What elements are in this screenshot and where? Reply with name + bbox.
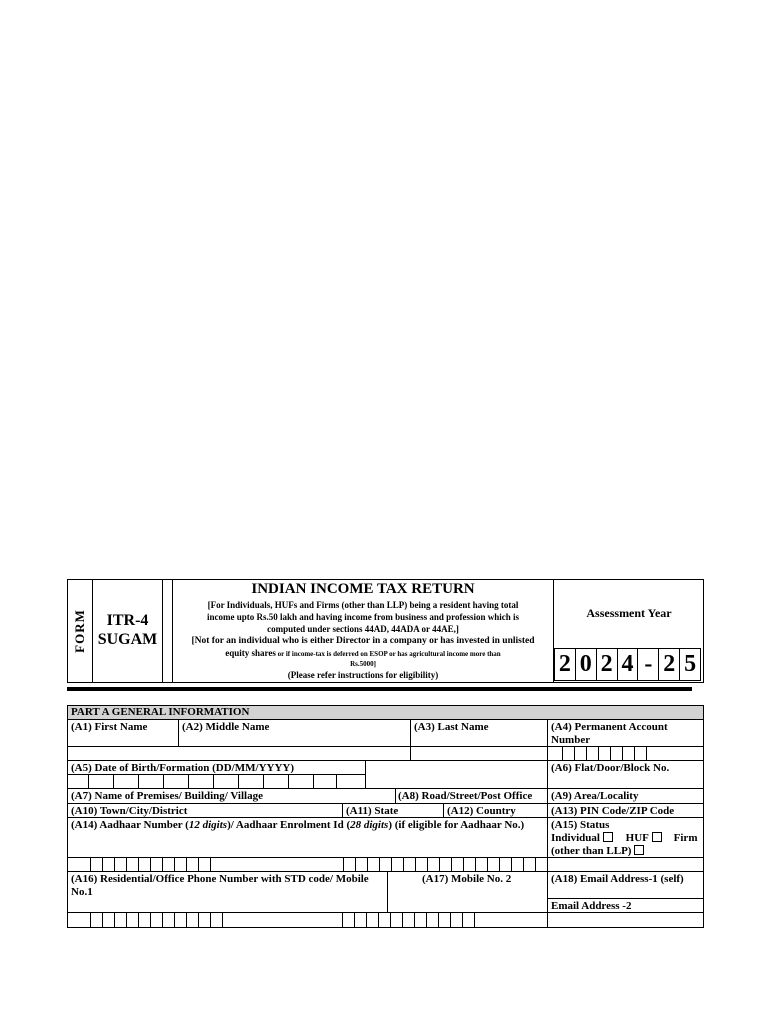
box bbox=[499, 858, 500, 872]
box bbox=[198, 858, 199, 872]
box bbox=[138, 858, 139, 872]
box bbox=[90, 858, 91, 872]
state-label: (A11) State bbox=[346, 805, 399, 817]
assessment-year-label: Assessment Year bbox=[586, 606, 672, 620]
pan-label bbox=[551, 721, 701, 747]
header-rule bbox=[67, 687, 692, 691]
year-digit-box: 2 bbox=[596, 648, 618, 681]
box bbox=[213, 775, 214, 789]
box bbox=[367, 858, 368, 872]
hline bbox=[68, 803, 703, 804]
box bbox=[198, 913, 199, 928]
desc-line-4: [Not for an individual who is either Director in a company or has invested in unlisted bbox=[191, 636, 535, 646]
box bbox=[238, 775, 239, 789]
status-firm-checkbox[interactable] bbox=[634, 845, 644, 855]
phone1-label-line2: No.1 bbox=[71, 886, 93, 898]
year-digit-box: 0 bbox=[575, 648, 597, 681]
form-label: FORM bbox=[72, 609, 87, 653]
form-name: SUGAM bbox=[97, 631, 158, 648]
box bbox=[438, 913, 439, 928]
box bbox=[450, 913, 451, 928]
phone1-label bbox=[71, 873, 386, 899]
form-title: INDIAN INCOME TAX RETURN bbox=[251, 581, 475, 597]
box bbox=[378, 913, 379, 928]
aadhaar-label bbox=[71, 819, 547, 832]
aadhaar-input[interactable] bbox=[68, 857, 547, 871]
status-huf-label: HUF bbox=[625, 832, 649, 844]
box bbox=[574, 747, 575, 761]
box bbox=[402, 913, 403, 928]
status-individual-checkbox[interactable] bbox=[603, 832, 613, 842]
assessment-year-digits bbox=[555, 648, 701, 681]
box bbox=[114, 858, 115, 872]
form-description bbox=[173, 599, 553, 681]
aadhaar-text-5: ) (if eligible for Aadhaar No.) bbox=[388, 819, 525, 831]
box bbox=[162, 858, 163, 872]
status-huf-checkbox[interactable] bbox=[652, 832, 662, 842]
year-digit-box: - bbox=[637, 648, 659, 681]
box bbox=[102, 913, 103, 928]
status-label: (A15) Status bbox=[551, 819, 610, 831]
box bbox=[313, 775, 314, 789]
box bbox=[210, 913, 211, 928]
hline bbox=[68, 746, 547, 747]
year-digit-box: 2 bbox=[658, 648, 680, 681]
status-firm-cont-label: (other than LLP) bbox=[551, 845, 632, 857]
town-label: (A10) Town/City/District bbox=[71, 805, 188, 817]
hline bbox=[547, 912, 703, 913]
box bbox=[114, 913, 115, 928]
aadhaar-text-4: 28 digits bbox=[350, 819, 389, 831]
box bbox=[102, 858, 103, 872]
box bbox=[390, 913, 391, 928]
desc-line-1: [For Individuals, HUFs and Firms (other than LLP) being a resident having total bbox=[207, 600, 519, 610]
country-label: (A12) Country bbox=[447, 805, 516, 817]
box bbox=[414, 913, 415, 928]
dob-label: (A5) Date of Birth/Formation (DD/MM/YYYY) bbox=[71, 762, 295, 774]
box bbox=[474, 913, 475, 928]
box bbox=[186, 858, 187, 872]
box bbox=[355, 858, 356, 872]
form-code: ITR-4 bbox=[106, 612, 149, 629]
phone1-label-line1: (A16) Residential/Office Phone Number with STD code/ Mobile bbox=[71, 873, 369, 885]
box bbox=[113, 775, 114, 789]
pan-label-line2: Number bbox=[551, 734, 591, 746]
box bbox=[343, 858, 344, 872]
aadhaar-text-3: )/ Aadhaar Enrolment Id ( bbox=[227, 819, 351, 831]
desc-line-2: income upto Rs.50 lakh and having income from business and profession which is bbox=[207, 612, 519, 622]
box bbox=[222, 913, 223, 928]
vline bbox=[365, 760, 366, 789]
header-divider-2 bbox=[162, 579, 163, 683]
box bbox=[391, 858, 392, 872]
vline bbox=[443, 803, 444, 817]
status-block bbox=[551, 819, 703, 858]
box bbox=[634, 747, 635, 761]
desc-line-3: computed under sections 44AD, 44ADA or 44AE,] bbox=[267, 624, 459, 634]
box bbox=[598, 747, 599, 761]
pan-label-line1: (A4) Permanent Account bbox=[551, 721, 668, 733]
box bbox=[126, 858, 127, 872]
box bbox=[342, 913, 343, 928]
email1-label: (A18) Email Address-1 (self) bbox=[551, 873, 684, 885]
hline bbox=[547, 898, 703, 899]
part-a-heading: PART A GENERAL INFORMATION bbox=[68, 706, 703, 720]
year-digit-box: 2 bbox=[554, 648, 576, 681]
box bbox=[426, 913, 427, 928]
mobile2-label: (A17) Mobile No. 2 bbox=[422, 873, 512, 885]
status-options bbox=[551, 832, 703, 845]
box bbox=[451, 858, 452, 872]
desc-line-5a: equity shares bbox=[225, 648, 276, 658]
box bbox=[186, 913, 187, 928]
last-name-label: (A3) Last Name bbox=[414, 721, 489, 733]
email2-label: Email Address -2 bbox=[551, 900, 632, 912]
status-individual-label: Individual bbox=[551, 832, 600, 844]
dob-input[interactable] bbox=[68, 774, 365, 788]
box bbox=[88, 775, 89, 789]
box bbox=[126, 913, 127, 928]
year-digit-box: 5 bbox=[679, 648, 701, 681]
box bbox=[523, 858, 524, 872]
year-digit-box: 4 bbox=[617, 648, 639, 681]
box bbox=[174, 858, 175, 872]
box bbox=[463, 858, 464, 872]
box bbox=[439, 858, 440, 872]
aadhaar-text-2: 12 digits bbox=[188, 819, 228, 831]
box bbox=[379, 858, 380, 872]
phone-input[interactable] bbox=[68, 912, 547, 927]
desc-line-7: (Please refer instructions for eligibility) bbox=[287, 670, 439, 680]
pan-input[interactable] bbox=[548, 746, 703, 761]
box bbox=[263, 775, 264, 789]
box bbox=[403, 858, 404, 872]
box bbox=[535, 858, 536, 872]
box bbox=[188, 775, 189, 789]
box bbox=[427, 858, 428, 872]
pin-label: (A13) PIN Code/ZIP Code bbox=[551, 805, 675, 817]
box bbox=[138, 775, 139, 789]
box bbox=[163, 775, 164, 789]
box bbox=[162, 913, 163, 928]
desc-line-6: Rs.5000] bbox=[350, 660, 376, 668]
vline bbox=[178, 720, 179, 746]
box bbox=[354, 913, 355, 928]
hline bbox=[68, 871, 703, 872]
box bbox=[462, 913, 463, 928]
vline bbox=[395, 788, 396, 803]
box bbox=[646, 747, 647, 761]
hline bbox=[68, 788, 703, 789]
vline bbox=[387, 871, 388, 913]
hline bbox=[68, 760, 703, 761]
box bbox=[138, 913, 139, 928]
desc-line-5b: or if income-tax is deferred on ESOP or has agricultural income more than bbox=[275, 650, 501, 658]
premises-label: (A7) Name of Premises/ Building/ Village bbox=[71, 790, 263, 802]
first-name-label: (A1) First Name bbox=[71, 721, 148, 733]
aadhaar-text-1: (A14) Aadhaar Number ( bbox=[71, 819, 189, 831]
flat-label: (A6) Flat/Door/Block No. bbox=[551, 762, 670, 774]
box bbox=[562, 747, 563, 761]
box bbox=[622, 747, 623, 761]
box bbox=[511, 858, 512, 872]
road-label: (A8) Road/Street/Post Office bbox=[398, 790, 533, 802]
box bbox=[210, 858, 211, 872]
vline bbox=[410, 720, 411, 761]
box bbox=[487, 858, 488, 872]
box bbox=[150, 858, 151, 872]
hline bbox=[68, 817, 703, 818]
vline bbox=[342, 803, 343, 817]
box bbox=[174, 913, 175, 928]
box bbox=[336, 775, 337, 789]
status-firm-label: Firm bbox=[673, 832, 698, 844]
box bbox=[366, 913, 367, 928]
box bbox=[415, 858, 416, 872]
box bbox=[586, 747, 587, 761]
box bbox=[475, 858, 476, 872]
area-label: (A9) Area/Locality bbox=[551, 790, 639, 802]
hline bbox=[547, 857, 703, 858]
box bbox=[288, 775, 289, 789]
middle-name-label: (A2) Middle Name bbox=[182, 721, 270, 733]
box bbox=[610, 747, 611, 761]
box bbox=[150, 913, 151, 928]
box bbox=[90, 913, 91, 928]
desc-line-5 bbox=[173, 647, 553, 660]
